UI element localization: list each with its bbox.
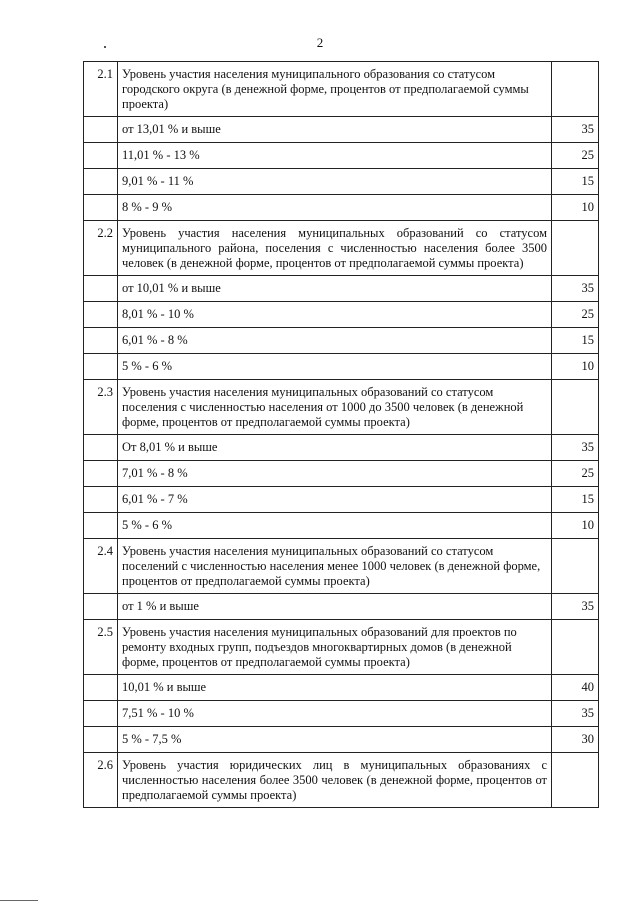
criteria-row xyxy=(84,513,599,539)
row-number-empty xyxy=(84,117,118,143)
range-label: 9,01 % - 11 % xyxy=(118,169,552,195)
section-description: Уровень участия населения муниципального образования со статусом городского округа (в денежной форме, процентов от предполагаемой суммы проекта) xyxy=(118,62,552,117)
page-number: 2 xyxy=(316,35,324,50)
section-description: Уровень участия населения муниципальных образований со статусом поселения с численностью населения от 1000 до 3500 человек (в денежной форме, процентов от предполагаемой суммы проекта) xyxy=(118,380,552,435)
range-label: 6,01 % - 7 % xyxy=(118,487,552,513)
row-number-empty xyxy=(84,354,118,380)
page-edge-mark xyxy=(0,900,38,901)
score-value: 25 xyxy=(552,461,599,487)
score-value: 35 xyxy=(552,276,599,302)
range-label: от 13,01 % и выше xyxy=(118,117,552,143)
criteria-row xyxy=(84,675,599,701)
range-label: 7,01 % - 8 % xyxy=(118,461,552,487)
row-number-empty xyxy=(84,727,118,753)
score-value: 15 xyxy=(552,487,599,513)
section-description: Уровень участия юридических лиц в муниципальных образованиях с численностью населения более 3500 человек (в денежной форме, процентов от предполагаемой суммы проекта) xyxy=(118,753,552,808)
section-header-row xyxy=(84,62,599,117)
row-number-empty xyxy=(84,435,118,461)
section-score-empty xyxy=(552,753,599,808)
section-header-row xyxy=(84,539,599,594)
range-label: 11,01 % - 13 % xyxy=(118,143,552,169)
score-value: 35 xyxy=(552,435,599,461)
score-value: 10 xyxy=(552,513,599,539)
range-label: 8 % - 9 % xyxy=(118,195,552,221)
criteria-row xyxy=(84,461,599,487)
row-number-empty xyxy=(84,302,118,328)
criteria-row xyxy=(84,594,599,620)
score-value: 40 xyxy=(552,675,599,701)
section-header-row xyxy=(84,620,599,675)
score-value: 35 xyxy=(552,594,599,620)
section-description: Уровень участия населения муниципальных образований для проектов по ремонту входных групп, подъездов многоквартирных домов (в денежной форме, процентов от предполагаемой суммы проекта) xyxy=(118,620,552,675)
section-header-row xyxy=(84,753,599,808)
score-value: 15 xyxy=(552,328,599,354)
section-number: 2.6 xyxy=(84,753,118,808)
criteria-row xyxy=(84,328,599,354)
score-value: 15 xyxy=(552,169,599,195)
score-value: 25 xyxy=(552,143,599,169)
section-score-empty xyxy=(552,539,599,594)
row-number-empty xyxy=(84,143,118,169)
criteria-row xyxy=(84,117,599,143)
section-number: 2.1 xyxy=(84,62,118,117)
row-number-empty xyxy=(84,675,118,701)
section-description: Уровень участия населения муниципальных образований со статусом поселений с численностью населения менее 1000 человек (в денежной форме, процентов от предполагаемой суммы проекта) xyxy=(118,539,552,594)
range-label: от 10,01 % и выше xyxy=(118,276,552,302)
row-number-empty xyxy=(84,169,118,195)
criteria-row xyxy=(84,276,599,302)
row-number-empty xyxy=(84,276,118,302)
range-label: 8,01 % - 10 % xyxy=(118,302,552,328)
range-label: 7,51 % - 10 % xyxy=(118,701,552,727)
section-header-row xyxy=(84,380,599,435)
criteria-table-body xyxy=(84,62,599,808)
range-label: 10,01 % и выше xyxy=(118,675,552,701)
criteria-row xyxy=(84,143,599,169)
score-value: 35 xyxy=(552,701,599,727)
section-score-empty xyxy=(552,380,599,435)
criteria-row xyxy=(84,435,599,461)
range-label: 6,01 % - 8 % xyxy=(118,328,552,354)
row-number-empty xyxy=(84,701,118,727)
section-score-empty xyxy=(552,62,599,117)
section-number: 2.4 xyxy=(84,539,118,594)
row-number-empty xyxy=(84,487,118,513)
row-number-empty xyxy=(84,461,118,487)
row-number-empty xyxy=(84,594,118,620)
section-score-empty xyxy=(552,221,599,276)
criteria-row xyxy=(84,302,599,328)
range-label: 5 % - 6 % xyxy=(118,354,552,380)
criteria-row xyxy=(84,727,599,753)
criteria-table xyxy=(83,61,599,808)
score-value: 35 xyxy=(552,117,599,143)
criteria-row xyxy=(84,195,599,221)
section-number: 2.3 xyxy=(84,380,118,435)
score-value: 25 xyxy=(552,302,599,328)
row-number-empty xyxy=(84,513,118,539)
scan-speck xyxy=(104,46,106,48)
criteria-row xyxy=(84,354,599,380)
score-value: 30 xyxy=(552,727,599,753)
section-header-row xyxy=(84,221,599,276)
criteria-row xyxy=(84,487,599,513)
row-number-empty xyxy=(84,195,118,221)
criteria-row xyxy=(84,701,599,727)
range-label: от 1 % и выше xyxy=(118,594,552,620)
section-number: 2.5 xyxy=(84,620,118,675)
section-score-empty xyxy=(552,620,599,675)
row-number-empty xyxy=(84,328,118,354)
range-label: 5 % - 6 % xyxy=(118,513,552,539)
section-description: Уровень участия населения муниципальных образований со статусом муниципального района, поселения с численностью населения более 3500 человек (в денежной форме, процентов от предполагаемой суммы проекта) xyxy=(118,221,552,276)
score-value: 10 xyxy=(552,354,599,380)
score-value: 10 xyxy=(552,195,599,221)
range-label: 5 % - 7,5 % xyxy=(118,727,552,753)
criteria-row xyxy=(84,169,599,195)
section-number: 2.2 xyxy=(84,221,118,276)
range-label: От 8,01 % и выше xyxy=(118,435,552,461)
